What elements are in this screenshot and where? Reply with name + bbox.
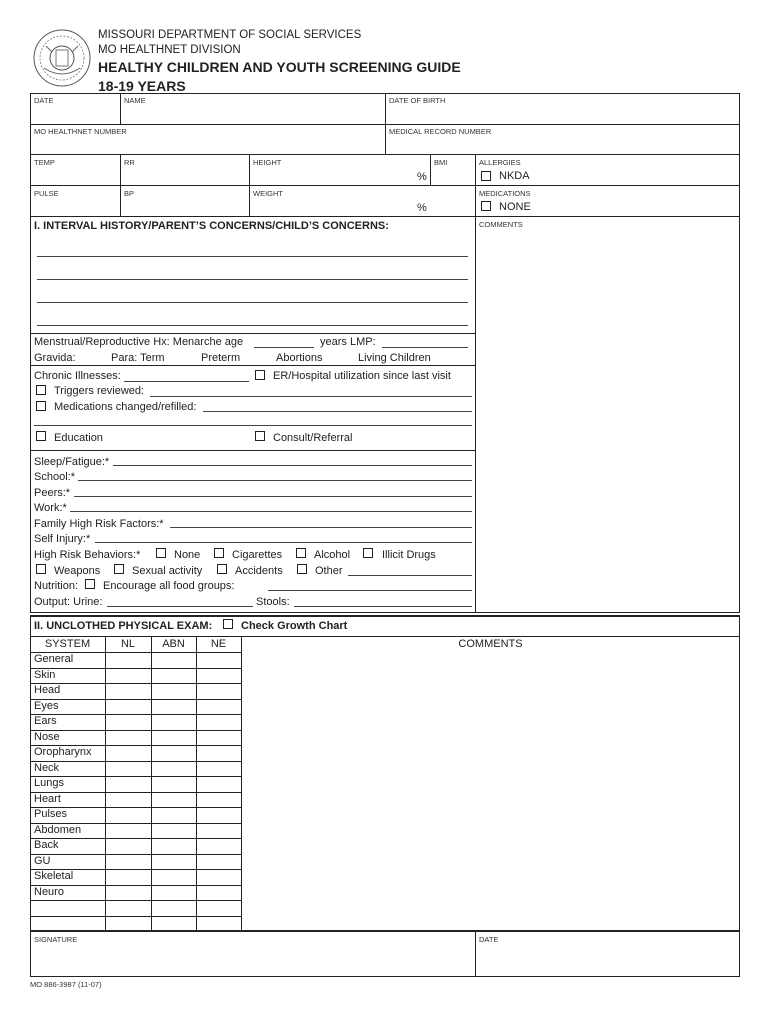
bp-label: BP: [124, 189, 135, 198]
col-system-header: SYSTEM: [44, 638, 91, 650]
other-label: Other: [315, 565, 343, 577]
output-urine-label: Output: Urine:: [34, 596, 103, 608]
col-comments-header: COMMENTS: [458, 638, 523, 650]
medications-changed-checkbox[interactable]: [36, 401, 46, 411]
allergies-label: ALLERGIES: [479, 158, 521, 167]
none-risk-checkbox[interactable]: [156, 548, 166, 558]
medications-label: MEDICATIONS: [479, 189, 531, 198]
exam-cell-abn[interactable]: [152, 715, 195, 729]
exam-cell-abn[interactable]: [152, 855, 195, 869]
para-term-label: Para: Term: [111, 352, 165, 364]
mo-healthnet-number-label: MO HEALTHNET NUMBER: [34, 127, 127, 136]
exam-cell-nl[interactable]: [106, 684, 150, 698]
sleep-fatigue-field[interactable]: [113, 465, 472, 466]
exam-cell-abn[interactable]: [152, 700, 195, 714]
form-title: HEALTHY CHILDREN AND YOUTH SCREENING GUIDE: [98, 59, 461, 75]
comments-label: COMMENTS: [479, 220, 523, 229]
medications-extra-line[interactable]: [34, 425, 472, 426]
exam-cell-abn[interactable]: [152, 824, 195, 838]
chronic-illnesses-field[interactable]: [124, 381, 249, 382]
none-risk-label: None: [174, 549, 201, 561]
exam-cell-nl[interactable]: [106, 653, 150, 667]
exam-cell-abn[interactable]: [152, 669, 195, 683]
exam-cell-ne[interactable]: [197, 808, 240, 822]
nkda-checkbox[interactable]: [481, 171, 491, 181]
stools-label: Stools:: [256, 596, 290, 608]
consult-referral-checkbox[interactable]: [255, 431, 265, 441]
exam-cell-nl[interactable]: [106, 824, 150, 838]
system-label: Back: [34, 839, 59, 851]
gravida-label: Gravida:: [34, 352, 76, 364]
exam-cell-abn[interactable]: [152, 777, 195, 791]
exam-cell-ne[interactable]: [197, 746, 240, 760]
exam-cell-abn[interactable]: [152, 762, 195, 776]
concerns-line-3[interactable]: [37, 302, 468, 303]
nkda-label: NKDA: [499, 170, 530, 182]
exam-comments-area[interactable]: [242, 652, 739, 930]
exam-cell-nl[interactable]: [106, 746, 150, 760]
temp-label: TEMP: [34, 158, 55, 167]
nutrition-field[interactable]: [268, 590, 472, 591]
exam-cell-nl[interactable]: [106, 808, 150, 822]
self-injury-label: Self Injury:*: [34, 533, 91, 545]
system-label: Skeletal: [34, 870, 74, 882]
weapons-label: Weapons: [54, 565, 101, 577]
system-label: Abdomen: [34, 823, 82, 836]
exam-cell-abn[interactable]: [152, 886, 195, 900]
none-medications-checkbox[interactable]: [481, 201, 491, 211]
other-field[interactable]: [348, 575, 472, 576]
exam-cell-nl[interactable]: [106, 886, 150, 900]
exam-cell-abn[interactable]: [152, 731, 195, 745]
exam-cell-ne[interactable]: [197, 653, 240, 667]
exam-cell-ne[interactable]: [197, 762, 240, 776]
encourage-food-groups-label: Encourage all food groups:: [103, 580, 235, 592]
col-nl-header: NL: [120, 638, 136, 650]
triggers-label: Triggers reviewed:: [54, 385, 145, 397]
triggers-field[interactable]: [150, 396, 472, 397]
exam-cell-ne[interactable]: [197, 715, 240, 729]
exam-cell-abn[interactable]: [152, 793, 195, 807]
system-label: Skin: [34, 668, 56, 681]
date-label: DATE: [34, 96, 54, 105]
abortions-label: Abortions: [276, 352, 323, 364]
system-label: Ears: [34, 715, 57, 727]
signature-date-label: DATE: [479, 935, 499, 944]
system-label: Oropharynx: [34, 746, 92, 758]
urine-field[interactable]: [107, 606, 253, 607]
illicit-drugs-label: Illicit Drugs: [382, 549, 436, 561]
exam-cell-ne[interactable]: [197, 917, 240, 931]
exam-cell-abn[interactable]: [152, 901, 195, 915]
signature-box: [30, 931, 740, 977]
exam-cell-abn[interactable]: [152, 746, 195, 760]
exam-cell-ne[interactable]: [197, 886, 240, 900]
family-risk-field[interactable]: [170, 527, 472, 528]
none-medications-label: NONE: [499, 201, 531, 213]
medical-record-number-label: MEDICAL RECORD NUMBER: [389, 127, 492, 136]
menarche-age-field[interactable]: [254, 347, 314, 348]
exam-cell-ne[interactable]: [197, 777, 240, 791]
exam-cell-abn[interactable]: [152, 684, 195, 698]
encourage-food-groups-checkbox[interactable]: [85, 579, 95, 589]
system-label: Heart: [34, 792, 61, 805]
division-name: MO HEALTHNET DIVISION: [98, 44, 241, 56]
exam-cell-nl[interactable]: [106, 731, 150, 745]
exam-cell-ne[interactable]: [197, 901, 240, 915]
system-label: Lungs: [34, 777, 64, 789]
exam-cell-nl[interactable]: [106, 777, 150, 791]
triggers-checkbox[interactable]: [36, 385, 46, 395]
exam-cell-nl[interactable]: [106, 793, 150, 807]
form-number: MO 886-3987 (11-07): [30, 980, 102, 989]
section-physical-exam-title: II. UNCLOTHED PHYSICAL EXAM:: [34, 620, 213, 632]
medications-changed-label: Medications changed/refilled:: [54, 401, 197, 413]
weapons-checkbox[interactable]: [36, 564, 46, 574]
form-subtitle: 18-19 YEARS: [98, 78, 186, 94]
peers-label: Peers:*: [34, 487, 71, 499]
exam-cell-nl[interactable]: [106, 715, 150, 729]
signature-label: SIGNATURE: [34, 935, 78, 944]
system-label: GU: [34, 854, 51, 867]
school-label: School:*: [34, 471, 75, 483]
exam-cell-nl[interactable]: [106, 870, 150, 884]
exam-cell-nl[interactable]: [106, 669, 150, 683]
exam-cell-ne[interactable]: [197, 824, 240, 838]
sexual-activity-checkbox[interactable]: [114, 564, 124, 574]
weight-percent: %: [417, 202, 427, 214]
exam-cell-nl[interactable]: [106, 762, 150, 776]
work-field[interactable]: [70, 511, 472, 512]
exam-cell-nl[interactable]: [106, 917, 150, 931]
exam-cell-nl[interactable]: [106, 839, 150, 853]
education-checkbox[interactable]: [36, 431, 46, 441]
system-label: Head: [34, 684, 61, 696]
height-percent: %: [417, 171, 427, 183]
accidents-label: Accidents: [235, 565, 283, 577]
sexual-activity-label: Sexual activity: [132, 565, 203, 577]
bmi-label: BMI: [434, 158, 448, 167]
concerns-line-1[interactable]: [37, 256, 468, 257]
family-risk-label: Family High Risk Factors:*: [34, 518, 164, 530]
lmp-field[interactable]: [382, 347, 468, 348]
department-name: MISSOURI DEPARTMENT OF SOCIAL SERVICES: [98, 29, 362, 41]
system-label: General: [34, 653, 74, 665]
work-label: Work:*: [34, 502, 67, 514]
self-injury-field[interactable]: [95, 542, 472, 543]
exam-cell-ne[interactable]: [197, 793, 240, 807]
dob-label: DATE OF BIRTH: [389, 96, 446, 105]
school-field[interactable]: [78, 480, 472, 481]
rr-label: RR: [124, 158, 135, 167]
exam-cell-nl[interactable]: [106, 855, 150, 869]
high-risk-label: High Risk Behaviors:*: [34, 549, 141, 561]
check-growth-chart-checkbox[interactable]: [223, 619, 233, 629]
check-growth-chart-label: Check Growth Chart: [241, 620, 348, 632]
living-children-label: Living Children: [358, 352, 431, 364]
system-label: Pulses: [34, 808, 68, 820]
alcohol-label: Alcohol: [314, 549, 351, 561]
concerns-line-4[interactable]: [37, 325, 468, 326]
other-checkbox[interactable]: [297, 564, 307, 574]
system-label: Neuro: [34, 885, 64, 898]
exam-cell-nl[interactable]: [106, 901, 150, 915]
system-label: Neck: [34, 761, 60, 774]
cigarettes-checkbox[interactable]: [214, 548, 224, 558]
col-abn-header: ABN: [162, 638, 185, 650]
chronic-illnesses-label: Chronic Illnesses:: [34, 370, 121, 382]
stools-field[interactable]: [294, 606, 472, 607]
menstrual-label: Menstrual/Reproductive Hx: Menarche age: [34, 336, 244, 348]
er-hospital-label: ER/Hospital utilization since last visit: [273, 370, 451, 382]
medications-changed-field[interactable]: [203, 411, 472, 412]
exam-cell-ne[interactable]: [197, 855, 240, 869]
name-label: NAME: [124, 96, 146, 105]
section-interval-history-title: I. INTERVAL HISTORY/PARENT’S CONCERNS/CHILD’S CONCERNS:: [34, 220, 389, 232]
exam-cell-ne[interactable]: [197, 669, 240, 683]
exam-cell-nl[interactable]: [106, 700, 150, 714]
pulse-label: PULSE: [34, 189, 59, 198]
er-hospital-checkbox[interactable]: [255, 370, 265, 380]
exam-cell-abn[interactable]: [152, 839, 195, 853]
exam-cell-ne[interactable]: [197, 839, 240, 853]
alcohol-checkbox[interactable]: [296, 548, 306, 558]
exam-cell-ne[interactable]: [197, 700, 240, 714]
education-label: Education: [54, 432, 103, 444]
consult-referral-label: Consult/Referral: [273, 432, 353, 444]
exam-cell-abn[interactable]: [152, 808, 195, 822]
exam-cell-abn[interactable]: [152, 653, 195, 667]
exam-cell-abn[interactable]: [152, 870, 195, 884]
system-label: Nose: [34, 730, 60, 743]
nutrition-label: Nutrition:: [34, 580, 79, 592]
exam-cell-ne[interactable]: [197, 684, 240, 698]
weight-label: WEIGHT: [253, 189, 283, 198]
missouri-state-seal: [32, 28, 92, 88]
height-label: HEIGHT: [253, 158, 282, 167]
accidents-checkbox[interactable]: [217, 564, 227, 574]
exam-cell-ne[interactable]: [197, 731, 240, 745]
system-label: Eyes: [34, 699, 59, 712]
illicit-drugs-checkbox[interactable]: [363, 548, 373, 558]
exam-cell-abn[interactable]: [152, 917, 195, 931]
years-lmp-label: years LMP:: [320, 336, 376, 348]
sleep-fatigue-label: Sleep/Fatigue:*: [34, 456, 110, 468]
peers-field[interactable]: [74, 496, 472, 497]
exam-cell-ne[interactable]: [197, 870, 240, 884]
cigarettes-label: Cigarettes: [232, 549, 283, 561]
concerns-line-2[interactable]: [37, 279, 468, 280]
col-ne-header: NE: [210, 638, 227, 650]
preterm-label: Preterm: [201, 352, 241, 364]
